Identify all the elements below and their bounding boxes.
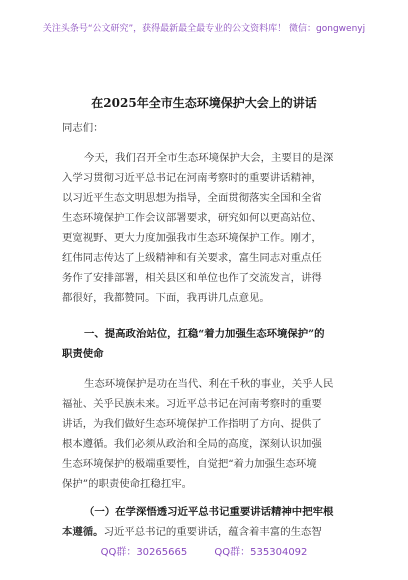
intro-paragraph	[62, 148, 348, 308]
intro-line: 入学习贯彻习近平总书记在河南考察时的重要讲话精神，	[62, 172, 322, 184]
section-body-line: 保护”的职责使命扛稳扛牢。	[62, 478, 192, 490]
section-body-line: 讲话，为我们做好生态环境保护工作指明了方向、提供了	[62, 418, 322, 430]
footer-contacts	[0, 543, 408, 558]
promo-header: 关注头条号“公文研究”，获得最新最全最专业的公文资料库！ 微信：gongwenyj	[42, 24, 366, 34]
qq-group-1: QQ群：30265665	[100, 547, 188, 558]
section-body-line: 生态环境保护的极端重要性，自觉把“着力加强生态环境	[62, 458, 317, 470]
qq-group-2: QQ群：535304092	[214, 547, 308, 558]
intro-line: 生态环境保护工作会议部署要求，研究如何以更高站位、	[62, 212, 322, 224]
subsection-heading: （一）在学深悟透习近平总书记重要讲话精神中把牢根	[84, 506, 334, 518]
intro-line: 务作了安排部署，相关县区和单位也作了交流发言，讲得	[62, 272, 322, 284]
subsection-body-start: 习近平总书记的重要讲话，蕴含着丰富的生态智	[103, 526, 322, 538]
subsection-heading-end: 本遵循。	[62, 526, 104, 538]
section-body-line: 根本遵循。我们必须从政治和全局的高度，深刻认识加强	[62, 438, 322, 450]
subsection-line	[62, 522, 348, 542]
section-body-line: 福祉、关乎民族未来。习近平总书记在河南考察时的重要	[62, 398, 322, 410]
section-1-heading	[62, 324, 348, 364]
subsection-1	[62, 502, 348, 542]
section-heading-line: 职责使命	[62, 348, 104, 360]
intro-line: 都很好，我都赞同。下面，我再讲几点意见。	[62, 292, 270, 304]
section-1-body	[62, 374, 348, 494]
document-title: 在2025年全市生态环境保护大会上的讲话	[91, 96, 317, 110]
salutation	[62, 118, 348, 138]
intro-line: 以习近平生态文明思想为指导，全面贯彻落实全国和全省	[62, 192, 322, 204]
salutation-text: 同志们：	[62, 122, 104, 134]
intro-line: 更宽视野、更大力度加强我市生态环境保护工作。刚才，	[62, 232, 322, 244]
intro-line: 今天，我们召开全市生态环境保护大会，主要目的是深	[84, 152, 334, 164]
section-body-line: 生态环境保护是功在当代、利在千秋的事业，关乎人民	[84, 378, 334, 390]
intro-line: 红伟同志传达了上级精神和有关要求，富生同志对重点任	[62, 252, 322, 264]
section-heading-line: 一、提高政治站位，扛稳“着力加强生态环境保护”的	[84, 328, 325, 340]
